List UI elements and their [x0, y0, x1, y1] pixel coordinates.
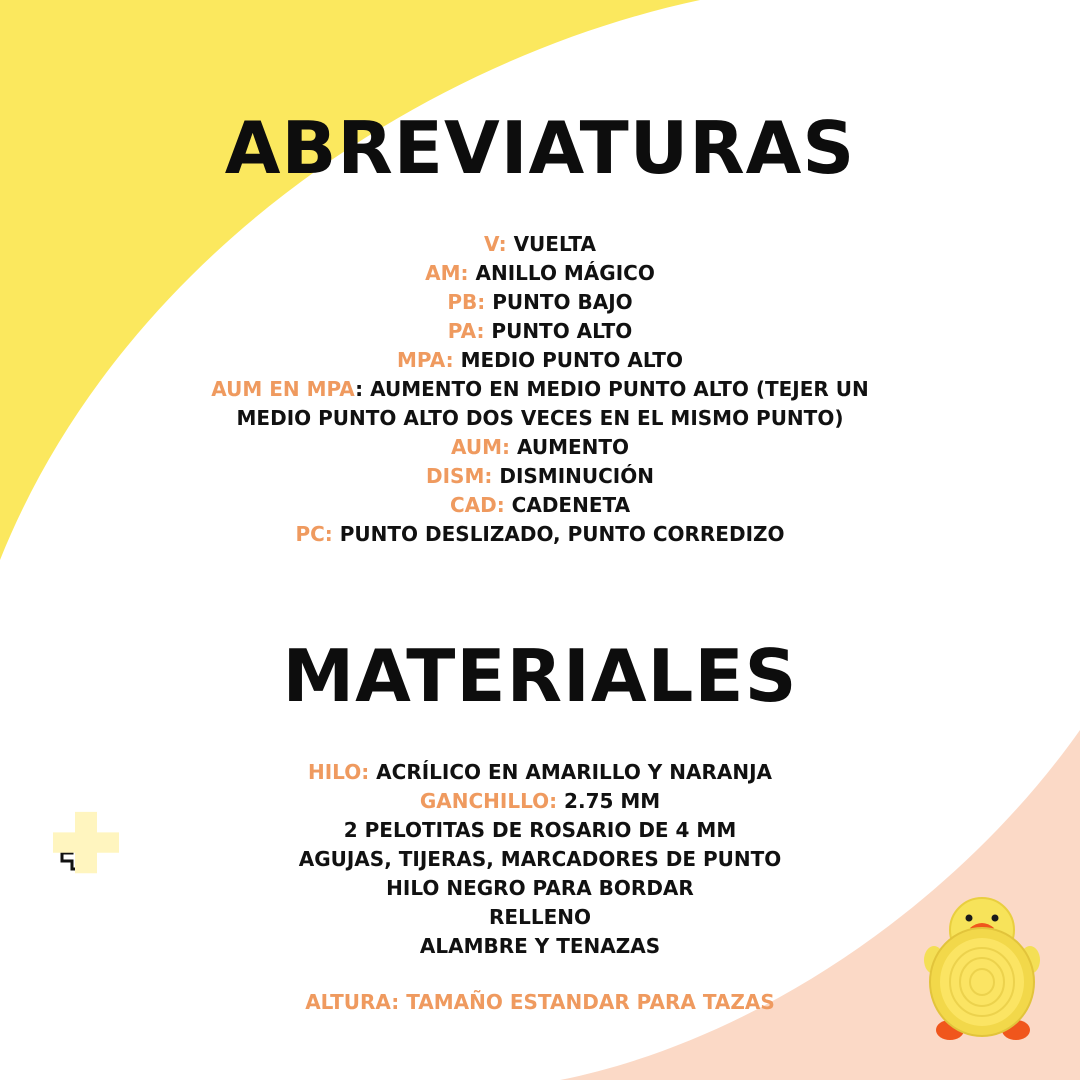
material-line	[0, 845, 1080, 874]
materiales-title: MATERIALES	[282, 634, 798, 718]
material-desc: RELLENO	[489, 905, 591, 929]
abbr-desc: MEDIO PUNTO ALTO DOS VECES EN EL MISMO PUNTO)	[236, 406, 844, 430]
abreviaturas-list	[0, 230, 1080, 549]
abbr-desc: PUNTO ALTO	[484, 319, 633, 343]
material-line	[0, 874, 1080, 903]
material-desc: 2.75 MM	[557, 789, 661, 813]
abbr-line	[0, 462, 1080, 491]
abbr-desc: PUNTO BAJO	[485, 290, 633, 314]
abbr-line	[0, 375, 1080, 404]
abbr-code: CAD:	[449, 493, 505, 517]
material-line	[0, 758, 1080, 787]
abbr-code: AUM:	[450, 435, 510, 459]
material-desc: ALAMBRE Y TENAZAS	[419, 934, 661, 958]
abbr-code: PB:	[447, 290, 486, 314]
abreviaturas-title: ABREVIATURAS	[224, 106, 856, 190]
abbr-line	[0, 288, 1080, 317]
material-desc: ACRÍLICO EN AMARILLO Y NARANJA	[369, 760, 772, 784]
abbr-line	[0, 259, 1080, 288]
coaster-center	[940, 938, 1024, 1026]
abbr-desc: DISMINUCIÓN	[492, 464, 654, 488]
abbr-code: PC:	[295, 522, 333, 546]
abbr-desc: AUMENTO	[510, 435, 630, 459]
crochet-duck-image	[924, 890, 1040, 1050]
duck-eye-right	[992, 915, 999, 922]
material-desc: HILO NEGRO PARA BORDAR	[386, 876, 694, 900]
abbr-code: DISM:	[426, 464, 493, 488]
material-label: HILO:	[307, 760, 370, 784]
material-line	[0, 903, 1080, 932]
material-label: GANCHILLO:	[419, 789, 558, 813]
abbr-line	[0, 520, 1080, 549]
abbr-line	[0, 346, 1080, 375]
altura-note: ALTURA: TAMAÑO ESTANDAR PARA TAZAS	[305, 990, 775, 1014]
abbr-line	[0, 491, 1080, 520]
abbr-code: AM:	[425, 261, 469, 285]
abbr-desc: CADENETA	[504, 493, 631, 517]
material-desc: 2 PELOTITAS DE ROSARIO DE 4 MM	[343, 818, 737, 842]
abbr-desc: MEDIO PUNTO ALTO	[453, 348, 683, 372]
material-line	[0, 787, 1080, 816]
abbr-line	[0, 317, 1080, 346]
abbr-line	[0, 433, 1080, 462]
abbr-code: V:	[484, 232, 507, 256]
abbr-code: PA:	[447, 319, 485, 343]
abbr-desc: VUELTA	[506, 232, 596, 256]
material-line	[0, 816, 1080, 845]
material-line	[0, 932, 1080, 961]
duck-eye-left	[966, 915, 973, 922]
abbr-desc: : AUMENTO EN MEDIO PUNTO ALTO (TEJER UN	[355, 377, 869, 401]
abbr-desc: ANILLO MÁGICO	[468, 261, 655, 285]
materiales-list	[0, 758, 1080, 961]
abbr-desc: PUNTO DESLIZADO, PUNTO CORREDIZO	[332, 522, 785, 546]
material-desc: AGUJAS, TIJERAS, MARCADORES DE PUNTO	[298, 847, 782, 871]
abbr-code: AUM EN MPA	[211, 377, 356, 401]
abbr-line	[0, 230, 1080, 259]
abbr-code: MPA:	[397, 348, 454, 372]
abbr-line	[0, 404, 1080, 433]
